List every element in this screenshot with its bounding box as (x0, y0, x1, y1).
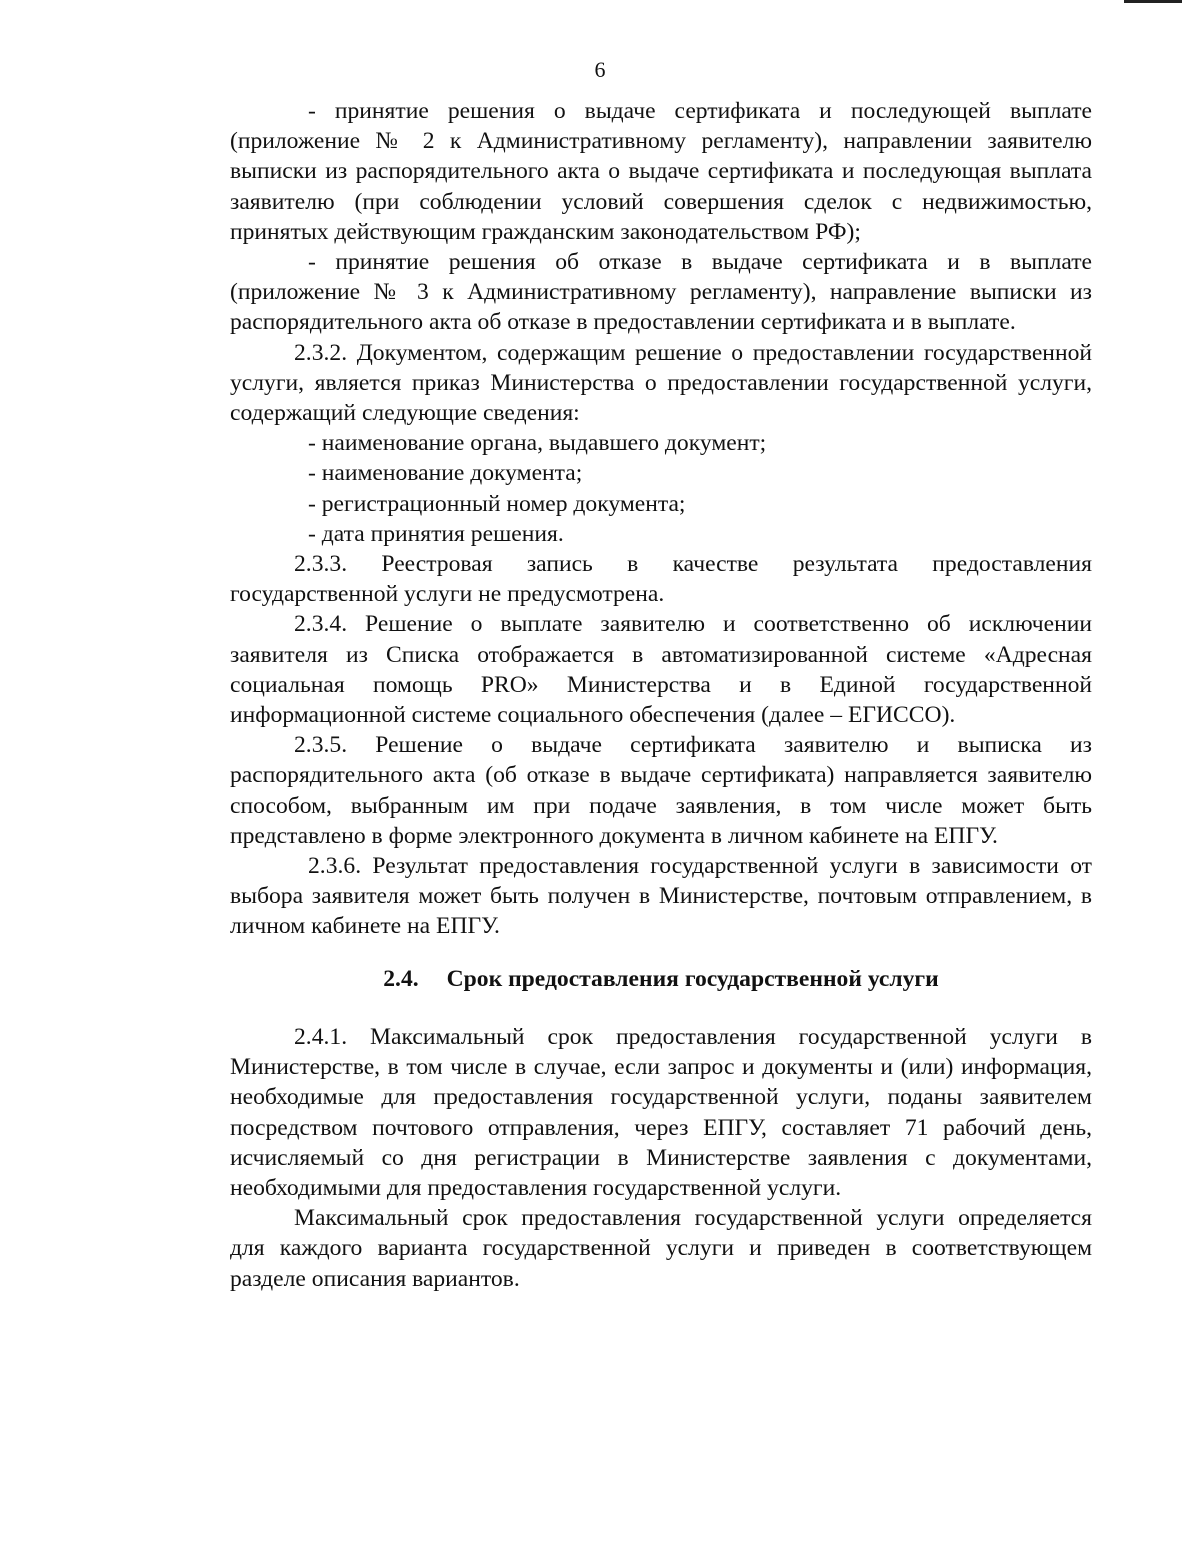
paragraph-2-3-4: 2.3.4. Решение о выплате заявителю и соответственно об исключении заявителя из Списка отображается в автоматизированной системе «Адресная социальная помощь PRO» Министерства и в Единой государственной информационной системе социального обеспечения (далее – ЕГИССО). (230, 611, 1092, 729)
paragraph-2-3-5: 2.3.5. Решение о выдаче сертификата заявителю и выписка из распорядительного акта (об отказе в выдаче сертификата) направляется заявителю способом, выбранным им при подаче заявления, в том числе может быть представлено в форме электронного документа в личном кабинете на ЕПГУ. (230, 732, 1092, 849)
list-item-registration-number: - регистрационный номер документа; (308, 490, 686, 517)
scan-edge-mark (1124, 0, 1182, 3)
section-heading-number: 2.4. (383, 965, 419, 992)
paragraph-max-term: Максимальный срок предоставления государственной услуги определяется для каждого варианта государственной услуги и приведен в соответствующем разделе описания вариантов. (230, 1205, 1092, 1292)
paragraph-2-3-2: 2.3.2. Документом, содержащим решение о предоставлении государственной услуги, является приказ Министерства о предоставлении государственной услуги, содержащий следующие сведения: (230, 339, 1092, 427)
paragraph-2-3-3: 2.3.3. Реестровая запись в качестве результата предоставления государственной услуги не предусмотрена. (230, 551, 1092, 608)
paragraph-decision-refusal: - принятие решения об отказе в выдаче сертификата и в выплате (приложение № 3 к Административному регламенту), направление выписки из распорядительного акта об отказе в предоставлении сертификата и в выплате. (230, 249, 1092, 336)
list-item-issuing-body: - наименование органа, выдавшего документ; (308, 430, 767, 457)
list-item-document-name: - наименование документа; (308, 460, 583, 487)
paragraph-decision-issue: - принятие решения о выдаче сертификата и последующей выплате (приложение № 2 к Административному регламенту), направлении заявителю выписки из распорядительного акта о выдаче сертификата и последующая выплата заявителю (при соблюдении условий совершения сделок с недвижимостью, принятых действующим гражданским законодательством РФ); (230, 98, 1092, 245)
paragraph-2-4-1: 2.4.1. Максимальный срок предоставления государственной услуги в Министерстве, в том числе в случае, если запрос и документы и (или) информация, необходимые для предоставления государственной услуги, поданы заявителем посредством почтового отправления, через ЕПГУ, составляет 71 рабочий день, исчисляемый со дня регистрации в Министерстве заявления с документами, необходимыми для предоставления государственной услуги. (230, 1023, 1092, 1201)
section-heading (230, 964, 1092, 994)
list-item-decision-date: - дата принятия решения. (308, 520, 564, 547)
page-number: 6 (594, 57, 606, 82)
paragraph-2-3-6: 2.3.6. Результат предоставления государственной услуги в зависимости от выбора заявителя может быть получен в Министерстве, почтовым отправлением, в личном кабинете на ЕПГУ. (230, 853, 1092, 940)
document-body (230, 96, 1092, 1294)
section-heading-title: Срок предоставления государственной услуги (446, 965, 939, 992)
